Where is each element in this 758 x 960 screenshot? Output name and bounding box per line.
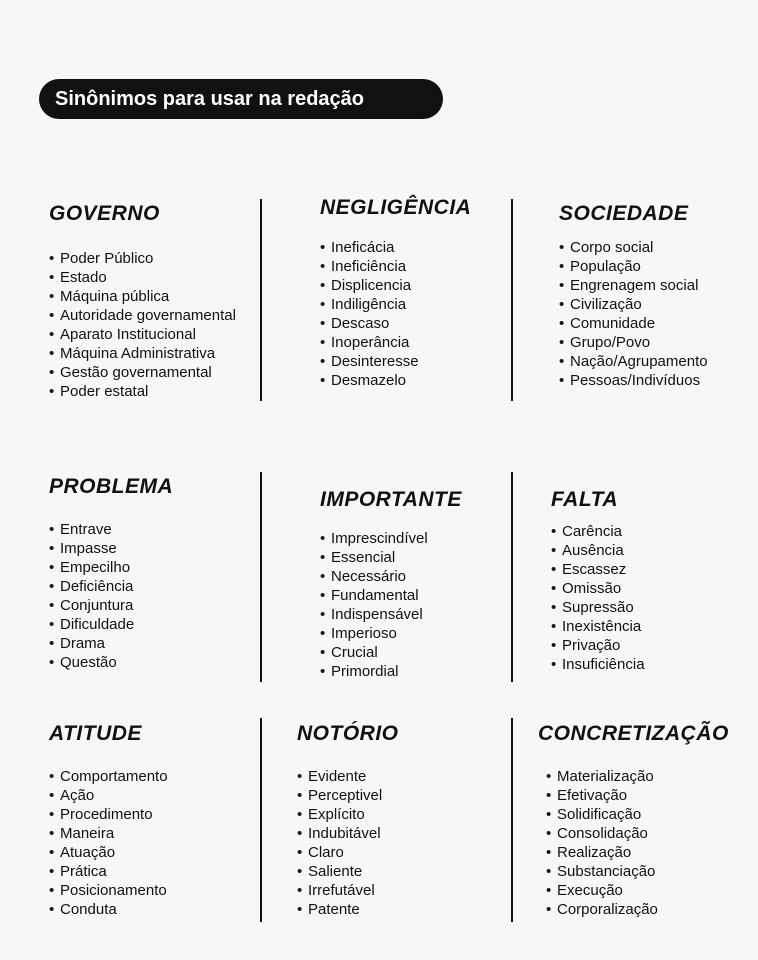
page-title: Sinônimos para usar na redação [39,79,443,119]
list-item: • Corporalização [546,900,729,919]
list-item: • Comportamento [49,767,168,786]
list-item: • Indispensável [320,605,462,624]
list-item: • Aparato Institucional [49,325,236,344]
list-item: • Supressão [551,598,645,617]
list-item: • Primordial [320,662,462,681]
list-item: • Dificuldade [49,615,173,634]
list-item: • Consolidação [546,824,729,843]
list-item: • Solidificação [546,805,729,824]
section-importante [320,487,462,681]
section-problema [49,474,173,672]
list-item: • Indubitável [297,824,399,843]
list-item: • Gestão governamental [49,363,236,382]
list-item: • Explícito [297,805,399,824]
section-title: CONCRETIZAÇÃO [538,722,729,745]
section-falta [551,487,645,674]
list-item: • Máquina Administrativa [49,344,236,363]
list-item: • Atuação [49,843,168,862]
section-title: GOVERNO [49,202,160,225]
list-item: • Omissão [551,579,645,598]
list-item: • Drama [49,634,173,653]
list-item: • Ausência [551,541,645,560]
list-item: • Engrenagem social [559,276,708,295]
list-item: • Impasse [49,539,173,558]
list-item: • Estado [49,268,236,287]
list-item: • Máquina pública [49,287,236,306]
list-item: • Nação/Agrupamento [559,352,708,371]
list-item: • Irrefutável [297,881,399,900]
synonym-list [320,529,462,681]
divider [260,718,262,922]
section-negligencia [320,195,471,390]
divider [511,472,513,682]
section-title: FALTA [551,488,619,511]
list-item: • Claro [297,843,399,862]
list-item: • Descaso [320,314,471,333]
list-item: • Imperioso [320,624,462,643]
list-item: • Entrave [49,520,173,539]
list-item: • Imprescindível [320,529,462,548]
section-sociedade [559,201,708,390]
synonym-list [320,238,471,390]
list-item: • Efetivação [546,786,729,805]
list-item: • Desinteresse [320,352,471,371]
list-item: • Privação [551,636,645,655]
list-item: • População [559,257,708,276]
synonym-list [49,520,173,672]
list-item: • Grupo/Povo [559,333,708,352]
section-atitude [49,721,168,919]
list-item: • Civilização [559,295,708,314]
list-item: • Materialização [546,767,729,786]
synonym-list [49,249,236,401]
list-item: • Prática [49,862,168,881]
list-item: • Crucial [320,643,462,662]
list-item: • Evidente [297,767,399,786]
list-item: • Carência [551,522,645,541]
section-concretizacao [538,721,729,919]
list-item: • Poder estatal [49,382,236,401]
synonym-list [49,767,168,919]
list-item: • Conduta [49,900,168,919]
divider [511,199,513,401]
list-item: • Ação [49,786,168,805]
list-item: • Displicencia [320,276,471,295]
list-item: • Comunidade [559,314,708,333]
list-item: • Posicionamento [49,881,168,900]
list-item: • Desmazelo [320,371,471,390]
section-notorio [297,721,399,919]
divider [260,472,262,682]
section-title: PROBLEMA [49,475,174,498]
list-item: • Pessoas/Indivíduos [559,371,708,390]
list-item: • Deficiência [49,577,173,596]
list-item: • Conjuntura [49,596,173,615]
section-title: NOTÓRIO [297,722,399,745]
list-item: • Inexistência [551,617,645,636]
list-item: • Ineficácia [320,238,471,257]
list-item: • Inoperância [320,333,471,352]
section-governo [49,201,236,401]
synonym-list [546,767,729,919]
list-item: • Questão [49,653,173,672]
divider [511,718,513,922]
section-title: ATITUDE [49,722,142,745]
list-item: • Necessário [320,567,462,586]
list-item: • Maneira [49,824,168,843]
list-item: • Substanciação [546,862,729,881]
list-item: • Poder Público [49,249,236,268]
list-item: • Indiligência [320,295,471,314]
section-title: NEGLIGÊNCIA [320,196,472,219]
list-item: • Realização [546,843,729,862]
list-item: • Perceptivel [297,786,399,805]
synonym-list [551,522,645,674]
synonym-list [297,767,399,919]
list-item: • Corpo social [559,238,708,257]
list-item: • Autoridade governamental [49,306,236,325]
list-item: • Ineficiência [320,257,471,276]
list-item: • Empecilho [49,558,173,577]
list-item: • Escassez [551,560,645,579]
list-item: • Saliente [297,862,399,881]
list-item: • Execução [546,881,729,900]
list-item: • Procedimento [49,805,168,824]
divider [260,199,262,401]
list-item: • Patente [297,900,399,919]
section-title: SOCIEDADE [559,202,689,225]
list-item: • Fundamental [320,586,462,605]
list-item: • Insuficiência [551,655,645,674]
synonym-list [559,238,708,390]
section-title: IMPORTANTE [320,488,462,511]
list-item: • Essencial [320,548,462,567]
